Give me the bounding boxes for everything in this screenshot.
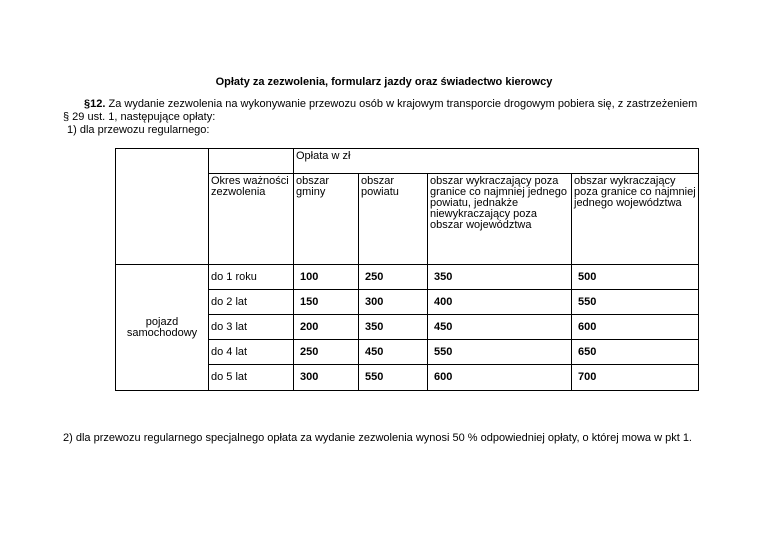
period-cell: do 3 lat [209, 315, 294, 340]
paragraph-line-2: § 29 ust. 1, następujące opłaty: [63, 111, 216, 123]
fee-cell: 550 [572, 290, 699, 315]
paragraph-first-line [63, 98, 713, 111]
paragraph-line-1: Za wydanie zezwolenia na wykonywanie przewozu osób w krajowym transporcie drogowym pobiera się, z zastrzeżeniem [105, 98, 698, 110]
fee-cell: 250 [359, 265, 428, 290]
fee-cell: 450 [428, 315, 572, 340]
fee-cell: 300 [359, 290, 428, 315]
fee-cell: 650 [572, 340, 699, 365]
fee-cell: 550 [428, 340, 572, 365]
fee-cell: 350 [428, 265, 572, 290]
period-cell: do 4 lat [209, 340, 294, 365]
fee-cell: 100 [294, 265, 359, 290]
validity-header: Okres ważności zezwolenia [209, 174, 294, 265]
fee-cell: 600 [428, 365, 572, 391]
section-paragraph [63, 98, 713, 124]
table-row [116, 265, 699, 290]
fee-cell: 500 [572, 265, 699, 290]
vehicle-type-cell: pojazd samochodowy [116, 265, 209, 391]
period-cell: do 1 roku [209, 265, 294, 290]
period-cell: do 5 lat [209, 365, 294, 391]
fee-cell: 400 [428, 290, 572, 315]
document-title: Opłaty za zezwolenia, formularz jazdy oraz świadectwo kierowcy [215, 76, 553, 88]
fee-cell: 250 [294, 340, 359, 365]
fee-cell: 600 [572, 315, 699, 340]
fee-cell: 450 [359, 340, 428, 365]
fees-table [115, 148, 699, 391]
fee-cell: 350 [359, 315, 428, 340]
column-header: obszar wykraczający poza granice co najmniej jednego powiatu, jednakże niewykraczający poza obszar województwa [428, 174, 572, 265]
empty-header-cell [209, 149, 294, 174]
table-header-row [116, 149, 699, 174]
fee-cell: 300 [294, 365, 359, 391]
column-header: obszar gminy [294, 174, 359, 265]
period-cell: do 2 lat [209, 290, 294, 315]
fee-cell: 150 [294, 290, 359, 315]
list-item-2: 2) dla przewozu regularnego specjalnego opłata za wydanie zezwolenia wynosi 50 % odpowiedniej opłaty, o której mowa w pkt 1. [63, 432, 692, 444]
fee-header: Opłata w zł [294, 149, 699, 174]
section-number: §12. [84, 98, 106, 110]
column-header: obszar wykraczający poza granice co najmniej jednego województwa [572, 174, 699, 265]
column-header: obszar powiatu [359, 174, 428, 265]
fee-cell: 700 [572, 365, 699, 391]
list-item-1: 1) dla przewozu regularnego: [67, 124, 210, 136]
fee-cell: 550 [359, 365, 428, 391]
corner-cell [116, 149, 209, 265]
fee-cell: 200 [294, 315, 359, 340]
